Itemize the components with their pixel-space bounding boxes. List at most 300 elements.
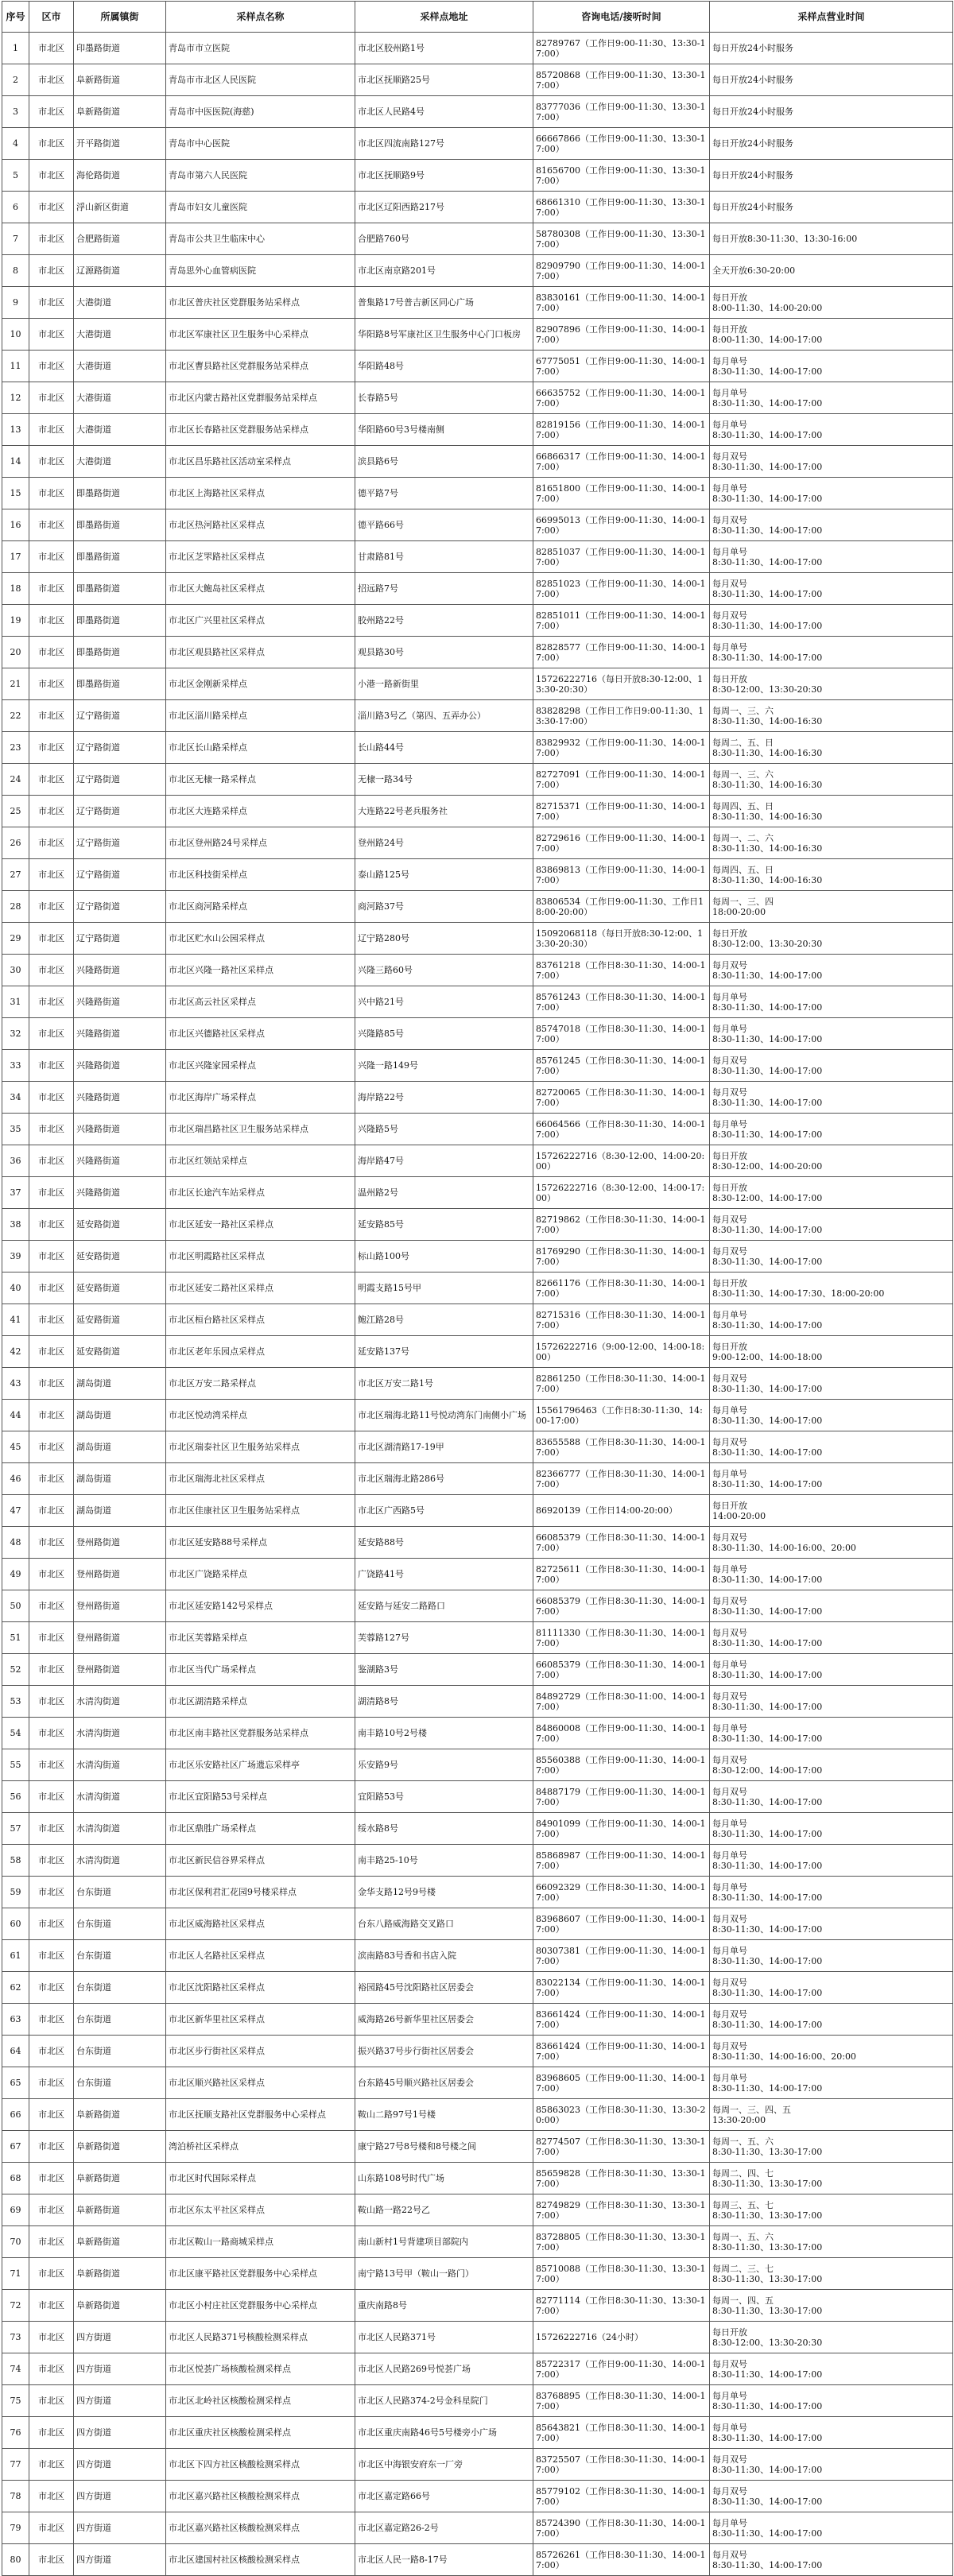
cell-phone-hours: 83830161（工作日9:00-11:30、14:00-17:00） <box>533 287 710 319</box>
cell-district: 市北区 <box>29 2163 74 2194</box>
cell-site-address: 德平路7号 <box>355 478 533 509</box>
cell-site-address: 鞍山二路97号1号楼 <box>355 2099 533 2131</box>
cell-phone-hours: 66085379（工作日8:30-11:30、14:00-17:00） <box>533 1654 710 1686</box>
cell-phone-hours: 83768895（工作日8:30-11:30、14:00-17:00） <box>533 2385 710 2417</box>
cell-site-address: 无棣一路34号 <box>355 764 533 796</box>
cell-phone-hours: 15092068118（每日开放8:30-12:00、13:30-20:30） <box>533 923 710 955</box>
cell-open-hours: 每月双号 8:30-11:30、14:00-17:00 <box>710 1622 953 1654</box>
cell-phone-hours: 83661424（工作日9:00-11:30、14:00-17:00） <box>533 2036 710 2067</box>
cell-district: 市北区 <box>29 319 74 351</box>
cell-index: 17 <box>2 541 29 573</box>
cell-site-name: 市北区普庆社区党群服务站采样点 <box>166 287 355 319</box>
cell-district: 市北区 <box>29 1495 74 1527</box>
cell-open-hours: 每月单号 8:30-11:30、14:00-17:00 <box>710 2512 953 2544</box>
cell-phone-hours: 82715316（工作日8:30-11:30、14:00-17:00） <box>533 1304 710 1336</box>
cell-site-address: 芙蓉路127号 <box>355 1622 533 1654</box>
cell-open-hours: 每月单号 8:30-11:30、14:00-17:00 <box>710 414 953 446</box>
cell-site-address: 市北区人民路4号 <box>355 96 533 128</box>
cell-site-address: 南山新村1号背建项目部院内 <box>355 2226 533 2258</box>
cell-phone-hours: 66085379（工作日8:30-11:30、14:00-17:00） <box>533 1590 710 1622</box>
cell-index: 33 <box>2 1050 29 1082</box>
cell-subdistrict: 辽宁路街道 <box>74 796 166 827</box>
cell-phone-hours: 85761245（工作日8:30-11:30、14:00-17:00） <box>533 1050 710 1082</box>
table-row <box>2 2099 953 2131</box>
cell-district: 市北区 <box>29 478 74 509</box>
cell-open-hours: 每月双号 8:30-11:30、14:00-17:00 <box>710 1686 953 1718</box>
cell-site-address: 市北区人民路269号悦荟广场 <box>355 2353 533 2385</box>
cell-site-name: 青岛市中医医院(海慈) <box>166 96 355 128</box>
cell-site-address: 淄川路3号乙（第四、五弄办公） <box>355 700 533 732</box>
cell-site-address: 市北区胶州路1号 <box>355 33 533 64</box>
cell-subdistrict: 水清沟街道 <box>74 1781 166 1813</box>
header-subdistrict: 所属镇街 <box>74 2 166 33</box>
cell-district: 市北区 <box>29 1018 74 1050</box>
cell-site-address: 鞍山路一路22号乙 <box>355 2194 533 2226</box>
cell-phone-hours: 15726222716（每日开放8:30-12:00、13:30-20:30） <box>533 668 710 700</box>
table-row <box>2 891 953 923</box>
table-row <box>2 764 953 796</box>
cell-index: 57 <box>2 1813 29 1845</box>
cell-phone-hours: 80307381（工作日9:00-11:30、14:00-17:00） <box>533 1940 710 1972</box>
cell-phone-hours: 83728805（工作日8:30-11:30、13:30-17:00） <box>533 2226 710 2258</box>
cell-district: 市北区 <box>29 955 74 986</box>
cell-phone-hours: 81111330（工作日8:30-11:30、14:00-17:00） <box>533 1622 710 1654</box>
cell-index: 69 <box>2 2194 29 2226</box>
cell-open-hours: 每日开放 14:00-20:00 <box>710 1495 953 1527</box>
cell-district: 市北区 <box>29 1209 74 1241</box>
table-row <box>2 1368 953 1400</box>
cell-district: 市北区 <box>29 414 74 446</box>
cell-open-hours: 每月单号 8:30-11:30、14:00-17:00 <box>710 1940 953 1972</box>
cell-phone-hours: 82819156（工作日9:00-11:30、14:00-17:00） <box>533 414 710 446</box>
cell-site-name: 市北区高云社区采样点 <box>166 986 355 1018</box>
cell-subdistrict: 四方街道 <box>74 2322 166 2353</box>
cell-district: 市北区 <box>29 2481 74 2512</box>
cell-subdistrict: 四方街道 <box>74 2417 166 2449</box>
table-row <box>2 223 953 255</box>
cell-subdistrict: 即墨路街道 <box>74 573 166 605</box>
cell-index: 34 <box>2 1082 29 1114</box>
cell-district: 市北区 <box>29 160 74 192</box>
cell-site-address: 辽宁路280号 <box>355 923 533 955</box>
table-row <box>2 859 953 891</box>
table-row <box>2 1781 953 1813</box>
cell-site-address: 延安路88号 <box>355 1527 533 1559</box>
cell-open-hours: 每月双号 8:30-11:30、14:00-17:00 <box>710 1082 953 1114</box>
cell-district: 市北区 <box>29 1972 74 2004</box>
cell-phone-hours: 82720065（工作日8:30-11:30、14:00-17:00） <box>533 1082 710 1114</box>
cell-subdistrict: 阜新路街道 <box>74 2163 166 2194</box>
cell-subdistrict: 水清沟街道 <box>74 1813 166 1845</box>
cell-index: 61 <box>2 1940 29 1972</box>
table-row <box>2 351 953 382</box>
cell-subdistrict: 兴隆路街道 <box>74 986 166 1018</box>
cell-phone-hours: 85724390（工作日8:30-11:30、14:00-17:00） <box>533 2512 710 2544</box>
cell-open-hours: 每日开放 8:30-12:00、14:00-17:00 <box>710 1177 953 1209</box>
cell-index: 71 <box>2 2258 29 2290</box>
cell-district: 市北区 <box>29 1368 74 1400</box>
table-row <box>2 1940 953 1972</box>
cell-index: 50 <box>2 1590 29 1622</box>
cell-open-hours: 每月单号 8:30-11:30、14:00-17:00 <box>710 1845 953 1877</box>
cell-phone-hours: 67775051（工作日9:00-11:30、14:00-17:00） <box>533 351 710 382</box>
cell-index: 22 <box>2 700 29 732</box>
cell-district: 市北区 <box>29 1781 74 1813</box>
cell-site-address: 鲍江路28号 <box>355 1304 533 1336</box>
cell-phone-hours: 66085379（工作日8:30-11:30、14:00-17:00） <box>533 1527 710 1559</box>
cell-district: 市北区 <box>29 2258 74 2290</box>
table-row <box>2 2385 953 2417</box>
cell-index: 43 <box>2 1368 29 1400</box>
table-row <box>2 96 953 128</box>
cell-subdistrict: 阜新路街道 <box>74 64 166 96</box>
cell-district: 市北区 <box>29 764 74 796</box>
cell-phone-hours: 82366777（工作日8:30-11:30、14:00-17:00） <box>533 1463 710 1495</box>
cell-open-hours: 每月单号 8:30-11:30、14:00-17:00 <box>710 1813 953 1845</box>
cell-site-address: 金华支路12号9号楼 <box>355 1877 533 1908</box>
cell-district: 市北区 <box>29 573 74 605</box>
cell-phone-hours: 84901099（工作日9:00-11:30、14:00-17:00） <box>533 1813 710 1845</box>
table-row <box>2 1718 953 1749</box>
cell-site-address: 市北区重庆南路46号5号楼旁小广场 <box>355 2417 533 2449</box>
cell-site-address: 康宁路27号8号楼和8号楼之间 <box>355 2131 533 2163</box>
cell-district: 市北区 <box>29 1082 74 1114</box>
cell-subdistrict: 辽源路街道 <box>74 255 166 287</box>
cell-phone-hours: 83869813（工作日9:00-11:30、14:00-17:00） <box>533 859 710 891</box>
table-row <box>2 319 953 351</box>
cell-open-hours: 每月单号 8:30-11:30、14:00-17:00 <box>710 2385 953 2417</box>
cell-site-name: 市北区延安路142号采样点 <box>166 1590 355 1622</box>
table-row <box>2 478 953 509</box>
cell-index: 19 <box>2 605 29 637</box>
cell-subdistrict: 湖岛街道 <box>74 1400 166 1431</box>
cell-site-address: 兴中路21号 <box>355 986 533 1018</box>
cell-site-name: 市北区南丰路社区党群服务站采样点 <box>166 1718 355 1749</box>
header-site-name: 采样点名称 <box>166 2 355 33</box>
cell-site-address: 重庆南路8号 <box>355 2290 533 2322</box>
cell-index: 20 <box>2 637 29 668</box>
cell-site-name: 市北区时代国际采样点 <box>166 2163 355 2194</box>
cell-subdistrict: 辽宁路街道 <box>74 700 166 732</box>
cell-district: 市北区 <box>29 668 74 700</box>
table-row <box>2 1813 953 1845</box>
cell-site-name: 市北区鞍山一路商城采样点 <box>166 2226 355 2258</box>
header-phone-hours: 咨询电话/接听时间 <box>533 2 710 33</box>
cell-subdistrict: 兴隆路街道 <box>74 1145 166 1177</box>
cell-site-name: 市北区下四方社区核酸检测采样点 <box>166 2449 355 2481</box>
cell-open-hours: 每周一、三、六 8:30-11:30、14:00-16:30 <box>710 700 953 732</box>
cell-index: 3 <box>2 96 29 128</box>
header-site-address: 采样点地址 <box>355 2 533 33</box>
cell-district: 市北区 <box>29 2385 74 2417</box>
cell-site-address: 市北区南京路201号 <box>355 255 533 287</box>
cell-subdistrict: 湖岛街道 <box>74 1431 166 1463</box>
cell-district: 市北区 <box>29 1654 74 1686</box>
cell-site-name: 市北区瑞昌路社区卫生服务站采样点 <box>166 1114 355 1145</box>
cell-district: 市北区 <box>29 351 74 382</box>
cell-phone-hours: 85747018（工作日8:30-11:30、14:00-17:00） <box>533 1018 710 1050</box>
cell-open-hours: 每日开放24小时服务 <box>710 192 953 223</box>
cell-subdistrict: 浮山新区街道 <box>74 192 166 223</box>
cell-district: 市北区 <box>29 923 74 955</box>
cell-index: 78 <box>2 2481 29 2512</box>
cell-open-hours: 每月双号 8:30-11:30、14:00-17:00 <box>710 1368 953 1400</box>
cell-phone-hours: 85643821（工作日8:30-11:30、14:00-17:00） <box>533 2417 710 2449</box>
cell-index: 35 <box>2 1114 29 1145</box>
cell-subdistrict: 大港街道 <box>74 287 166 319</box>
cell-site-name: 市北区瑞海北社区采样点 <box>166 1463 355 1495</box>
cell-subdistrict: 海伦路街道 <box>74 160 166 192</box>
table-row <box>2 64 953 96</box>
cell-site-name: 市北区乐安路社区广场遗忘采样亭 <box>166 1749 355 1781</box>
cell-subdistrict: 辽宁路街道 <box>74 827 166 859</box>
cell-index: 11 <box>2 351 29 382</box>
cell-site-name: 市北区佳康社区卫生服务站采样点 <box>166 1495 355 1527</box>
cell-open-hours: 每日开放24小时服务 <box>710 160 953 192</box>
cell-site-address: 商河路37号 <box>355 891 533 923</box>
cell-index: 9 <box>2 287 29 319</box>
cell-site-address: 乐安路9号 <box>355 1749 533 1781</box>
cell-open-hours: 每日开放24小时服务 <box>710 96 953 128</box>
cell-index: 75 <box>2 2385 29 2417</box>
table-row <box>2 1463 953 1495</box>
cell-site-name: 市北区人民路371号核酸检测采样点 <box>166 2322 355 2353</box>
cell-index: 21 <box>2 668 29 700</box>
cell-open-hours: 每月双号 8:30-11:30、14:00-17:00 <box>710 1908 953 1940</box>
cell-index: 4 <box>2 128 29 160</box>
cell-index: 2 <box>2 64 29 96</box>
cell-phone-hours: 82729616（工作日9:00-11:30、14:00-17:00） <box>533 827 710 859</box>
cell-phone-hours: 82907896（工作日9:00-11:30、14:00-17:00） <box>533 319 710 351</box>
cell-district: 市北区 <box>29 2131 74 2163</box>
cell-index: 37 <box>2 1177 29 1209</box>
cell-subdistrict: 台东街道 <box>74 1940 166 1972</box>
cell-site-address: 威海路26号新华里社区居委会 <box>355 2004 533 2036</box>
cell-index: 72 <box>2 2290 29 2322</box>
cell-index: 53 <box>2 1686 29 1718</box>
table-row <box>2 160 953 192</box>
table-body <box>2 33 953 2576</box>
cell-open-hours: 每月双号 8:30-11:30、14:00-17:00 <box>710 1241 953 1273</box>
cell-index: 80 <box>2 2544 29 2576</box>
cell-site-address: 德平路66号 <box>355 509 533 541</box>
cell-open-hours: 每月单号 8:30-11:30、14:00-17:00 <box>710 541 953 573</box>
cell-subdistrict: 兴隆路街道 <box>74 1018 166 1050</box>
cell-district: 市北区 <box>29 1431 74 1463</box>
cell-site-name: 市北区建国村社区核酸检测采样点 <box>166 2544 355 2576</box>
cell-site-address: 兴隆路85号 <box>355 1018 533 1050</box>
cell-phone-hours: 85659828（工作日8:30-11:30、13:30-17:00） <box>533 2163 710 2194</box>
cell-site-name: 市北区瑞泰社区卫生服务站采样点 <box>166 1431 355 1463</box>
cell-open-hours: 每月单号 8:30-11:30、14:00-17:00 <box>710 351 953 382</box>
cell-district: 市北区 <box>29 891 74 923</box>
table-row <box>2 1908 953 1940</box>
cell-site-address: 市北区人民路374-2号金科星院门 <box>355 2385 533 2417</box>
cell-site-address: 延安路137号 <box>355 1336 533 1368</box>
cell-site-name: 青岛市市立医院 <box>166 33 355 64</box>
cell-phone-hours: 82771114（工作日8:30-11:30、13:30-17:00） <box>533 2290 710 2322</box>
cell-site-address: 市北区辽阳西路217号 <box>355 192 533 223</box>
cell-site-address: 兴隆三路60号 <box>355 955 533 986</box>
cell-site-address: 绥水路8号 <box>355 1813 533 1845</box>
cell-site-name: 市北区延安路88号采样点 <box>166 1527 355 1559</box>
table-row <box>2 1145 953 1177</box>
cell-index: 30 <box>2 955 29 986</box>
cell-open-hours: 每日开放 8:30-12:00、13:30-20:30 <box>710 2322 953 2353</box>
cell-phone-hours: 83806534（工作日9:00-11:30、工作日18:00-20:00） <box>533 891 710 923</box>
cell-subdistrict: 台东街道 <box>74 2036 166 2067</box>
cell-subdistrict: 湖岛街道 <box>74 1495 166 1527</box>
cell-subdistrict: 合肥路街道 <box>74 223 166 255</box>
cell-subdistrict: 延安路街道 <box>74 1209 166 1241</box>
cell-open-hours: 每月双号 8:30-11:30、14:00-17:00 <box>710 573 953 605</box>
cell-site-name: 市北区热河路社区采样点 <box>166 509 355 541</box>
cell-site-name: 市北区广兴里社区采样点 <box>166 605 355 637</box>
table-row <box>2 732 953 764</box>
cell-phone-hours: 15726222716（8:30-12:00、14:00-17:00） <box>533 1177 710 1209</box>
cell-phone-hours: 82715371（工作日9:00-11:30、14:00-17:00） <box>533 796 710 827</box>
cell-subdistrict: 登州路街道 <box>74 1590 166 1622</box>
cell-site-address: 振兴路37号步行街社区居委会 <box>355 2036 533 2067</box>
cell-site-address: 市北区瑞海北路11号悦动湾东门南侧小广场 <box>355 1400 533 1431</box>
table-row <box>2 668 953 700</box>
cell-site-name: 市北区登州路24号采样点 <box>166 827 355 859</box>
cell-site-name: 市北区贮水山公园采样点 <box>166 923 355 955</box>
cell-index: 74 <box>2 2353 29 2385</box>
cell-subdistrict: 台东街道 <box>74 1972 166 2004</box>
cell-subdistrict: 水清沟街道 <box>74 1845 166 1877</box>
cell-index: 67 <box>2 2131 29 2163</box>
cell-subdistrict: 延安路街道 <box>74 1241 166 1273</box>
cell-open-hours: 每月双号 8:30-11:30、14:00-17:00 <box>710 605 953 637</box>
cell-district: 市北区 <box>29 1336 74 1368</box>
table-row <box>2 1845 953 1877</box>
cell-phone-hours: 66667866（工作日9:00-11:30、13:30-17:00） <box>533 128 710 160</box>
cell-district: 市北区 <box>29 1813 74 1845</box>
cell-open-hours: 每月双号 8:30-11:30、14:00-16:00、20:00 <box>710 2036 953 2067</box>
sampling-points-table <box>2 1 953 2576</box>
cell-index: 56 <box>2 1781 29 1813</box>
cell-site-address: 市北区嘉定路66号 <box>355 2481 533 2512</box>
cell-index: 12 <box>2 382 29 414</box>
cell-open-hours: 每周一、四、五 8:30-11:30、13:30-17:00 <box>710 2290 953 2322</box>
cell-index: 48 <box>2 1527 29 1559</box>
cell-open-hours: 每月单号 8:30-11:30、14:00-17:00 <box>710 1304 953 1336</box>
cell-site-name: 市北区沈阳路社区采样点 <box>166 1972 355 2004</box>
cell-phone-hours: 85863023（工作日8:30-11:30、13:30-20:00） <box>533 2099 710 2131</box>
cell-district: 市北区 <box>29 605 74 637</box>
cell-phone-hours: 82774507（工作日8:30-11:30、13:30-17:00） <box>533 2131 710 2163</box>
cell-site-name: 市北区曹县路社区党群服务站采样点 <box>166 351 355 382</box>
cell-subdistrict: 延安路街道 <box>74 1304 166 1336</box>
cell-site-name: 市北区新华里社区采样点 <box>166 2004 355 2036</box>
cell-phone-hours: 15726222716（8:30-12:00、14:00-20:00） <box>533 1145 710 1177</box>
cell-site-name: 市北区万安二路采样点 <box>166 1368 355 1400</box>
cell-site-address: 市北区人民路371号 <box>355 2322 533 2353</box>
table-row <box>2 1241 953 1273</box>
cell-open-hours: 每日开放 9:00-12:00、14:00-18:00 <box>710 1336 953 1368</box>
cell-subdistrict: 登州路街道 <box>74 1559 166 1590</box>
cell-district: 市北区 <box>29 1908 74 1940</box>
cell-district: 市北区 <box>29 1050 74 1082</box>
table-row <box>2 2131 953 2163</box>
cell-open-hours: 每日开放24小时服务 <box>710 33 953 64</box>
cell-site-address: 宜阳路53号 <box>355 1781 533 1813</box>
cell-district: 市北区 <box>29 33 74 64</box>
cell-index: 44 <box>2 1400 29 1431</box>
cell-subdistrict: 印墨路街道 <box>74 33 166 64</box>
cell-site-address: 标山路100号 <box>355 1241 533 1273</box>
cell-index: 46 <box>2 1463 29 1495</box>
cell-open-hours: 每月双号 8:30-11:30、14:00-17:00 <box>710 955 953 986</box>
cell-site-address: 海岸路47号 <box>355 1145 533 1177</box>
cell-district: 市北区 <box>29 1718 74 1749</box>
cell-subdistrict: 即墨路街道 <box>74 541 166 573</box>
cell-district: 市北区 <box>29 796 74 827</box>
cell-phone-hours: 82725611（工作日8:30-11:30、14:00-17:00） <box>533 1559 710 1590</box>
table-header-row <box>2 2 953 33</box>
cell-open-hours: 每周一、二、六 8:30-11:30、14:00-16:30 <box>710 827 953 859</box>
cell-site-address: 山东路108号时代广场 <box>355 2163 533 2194</box>
table-row <box>2 1273 953 1304</box>
cell-index: 64 <box>2 2036 29 2067</box>
cell-district: 市北区 <box>29 1304 74 1336</box>
cell-index: 23 <box>2 732 29 764</box>
cell-phone-hours: 85722317（工作日9:00-11:30、14:00-17:00） <box>533 2353 710 2385</box>
cell-phone-hours: 66064566（工作日8:30-11:30、14:00-17:00） <box>533 1114 710 1145</box>
cell-site-address: 市北区广西路5号 <box>355 1495 533 1527</box>
cell-district: 市北区 <box>29 1114 74 1145</box>
table-row <box>2 2067 953 2099</box>
cell-site-address: 合肥路760号 <box>355 223 533 255</box>
cell-index: 68 <box>2 2163 29 2194</box>
cell-index: 1 <box>2 33 29 64</box>
table-row <box>2 637 953 668</box>
cell-subdistrict: 四方街道 <box>74 2481 166 2512</box>
cell-site-address: 市北区瑞海北路286号 <box>355 1463 533 1495</box>
cell-site-address: 市北区湖清路17-19甲 <box>355 1431 533 1463</box>
cell-phone-hours: 58780308（工作日9:00-11:30、13:30-17:00） <box>533 223 710 255</box>
cell-district: 市北区 <box>29 1241 74 1273</box>
cell-district: 市北区 <box>29 2099 74 2131</box>
cell-site-name: 市北区大连路采样点 <box>166 796 355 827</box>
cell-site-name: 市北区保利君汇花园9号楼采样点 <box>166 1877 355 1908</box>
cell-district: 市北区 <box>29 128 74 160</box>
cell-phone-hours: 82851037（工作日9:00-11:30、14:00-17:00） <box>533 541 710 573</box>
cell-district: 市北区 <box>29 986 74 1018</box>
cell-index: 13 <box>2 414 29 446</box>
table-row <box>2 1877 953 1908</box>
cell-index: 45 <box>2 1431 29 1463</box>
cell-open-hours: 每月单号 8:30-11:30、14:00-17:00 <box>710 1559 953 1590</box>
cell-open-hours: 每月双号 8:30-11:30、14:00-17:00 <box>710 2353 953 2385</box>
cell-site-name: 市北区兴隆家园采样点 <box>166 1050 355 1082</box>
cell-subdistrict: 水清沟街道 <box>74 1749 166 1781</box>
cell-phone-hours: 81656700（工作日9:00-11:30、13:30-17:00） <box>533 160 710 192</box>
cell-open-hours: 每周二、五、日 8:30-11:30、14:00-16:30 <box>710 732 953 764</box>
cell-open-hours: 每月双号 8:30-11:30、14:00-17:00 <box>710 446 953 478</box>
cell-site-name: 市北区金刚新采样点 <box>166 668 355 700</box>
table-row <box>2 1431 953 1463</box>
cell-index: 41 <box>2 1304 29 1336</box>
cell-index: 16 <box>2 509 29 541</box>
cell-district: 市北区 <box>29 287 74 319</box>
cell-district: 市北区 <box>29 2067 74 2099</box>
cell-site-name: 市北区观县路社区采样点 <box>166 637 355 668</box>
cell-site-name: 市北区重庆社区核酸检测采样点 <box>166 2417 355 2449</box>
cell-district: 市北区 <box>29 1463 74 1495</box>
cell-phone-hours: 86920139（工作日14:00-20:00） <box>533 1495 710 1527</box>
